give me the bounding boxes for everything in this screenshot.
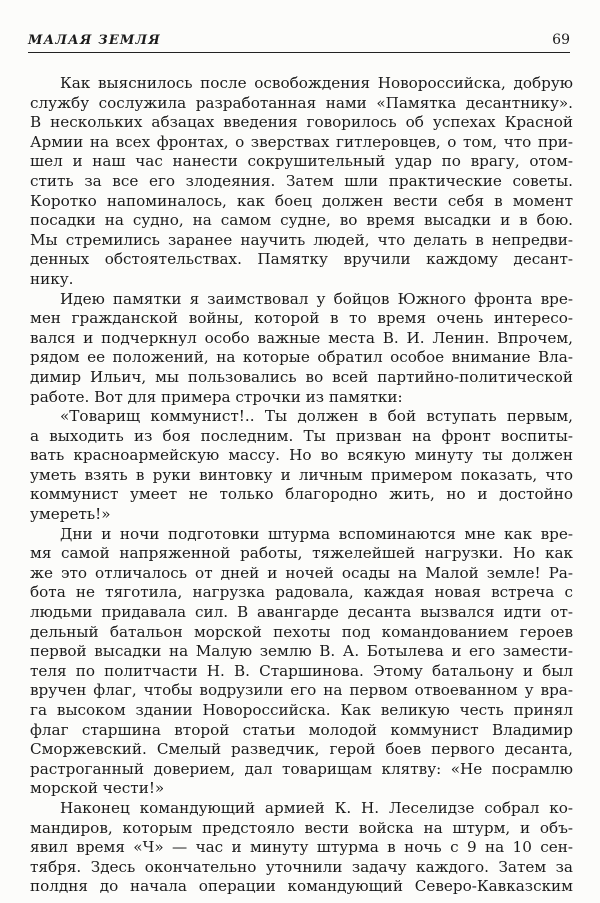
text-line: Сморжевский. Смелый разведчик, герой боев первого десанта, — [30, 740, 573, 759]
text-line: флаг старшина второй статьи молодой коммунист Владимир — [30, 720, 573, 739]
text-line: растроганный доверием, дал товарищам клятву: «Не посрамлю — [30, 759, 573, 778]
text-line: посадки на судно, на самом судне, во время высадки и в бою. — [30, 211, 573, 230]
text-line: же это отличалось от дней и ночей осады на Малой земле! Ра- — [30, 563, 573, 582]
text-line: Мы стремились заранее научить людей, что делать в непредви- — [30, 230, 573, 249]
text-line: тября. Здесь окончательно уточнили задачу каждого. Затем за — [30, 857, 573, 876]
text-line: явил время «Ч» — час и минуту штурма в ночь с 9 на 10 сен- — [30, 838, 573, 857]
text-line: полдня до начала операции командующий Северо-Кавказским — [30, 877, 573, 896]
text-line: людьми придавала сил. В авангарде десанта вызвался идти от- — [30, 603, 573, 622]
text-line: умереть!» — [30, 505, 111, 524]
running-title: МАЛАЯ ЗЕМЛЯ — [28, 33, 161, 48]
text-line: Наконец командующий армией К. Н. Леселидзе собрал ко- — [60, 798, 573, 817]
text-line: га высоком здании Новороссийска. Как великую честь принял — [30, 701, 573, 719]
text-line: бота не тяготила, нагрузка радовала, каждая новая встреча с — [30, 583, 573, 602]
text-line: уметь взять в руки винтовку и личным примером показать, что — [30, 465, 573, 484]
text-line: коммунист умеет не только благородно жить, но и достойно — [30, 485, 573, 504]
text-line: вался и подчеркнул особо важные места В. И. Ленин. Впрочем, — [30, 328, 573, 347]
text-line: шел и наш час нанести сокрушительный удар по врагу, отом- — [30, 152, 573, 171]
text-line: нику. — [30, 269, 74, 288]
body-text — [30, 74, 573, 897]
running-header — [28, 30, 570, 53]
text-line: вручен флаг, чтобы водрузили его на первом отвоеванном у вра- — [30, 681, 573, 700]
text-line: Как выяснилось после освобождения Новороссийска, добрую — [60, 74, 573, 92]
text-line: теля по политчасти Н. В. Старшинова. Этому батальону и был — [30, 661, 573, 680]
text-line: мандиров, которым предстояло вести войска на штурм, и объ- — [30, 818, 573, 837]
text-line: денных обстоятельствах. Памятку вручили каждому десант- — [30, 250, 573, 269]
text-line: работе. Вот для примера строчки из памятки: — [30, 387, 403, 406]
text-line: вать красноармейскую массу. Но во всякую минуту ты должен — [30, 446, 573, 465]
text-line: службу сослужила разработанная нами «Памятка десантнику». — [30, 93, 573, 112]
text-line: димир Ильич, мы пользовались во всей партийно-политической — [30, 367, 573, 386]
page-number: 69 — [552, 32, 570, 48]
text-line: мя самой напряженной работы, тяжелейшей нагрузки. Но как — [30, 544, 573, 563]
text-line: Дни и ночи подготовки штурма вспоминаются мне как вре- — [60, 524, 573, 543]
text-line: Коротко напоминалось, как боец должен вести себя в момент — [30, 191, 573, 210]
text-line: мен гражданской войны, которой в то время очень интересо- — [30, 309, 573, 328]
text-line: «Товарищ коммунист!.. Ты должен в бой вступать первым, — [60, 407, 573, 426]
text-line: Идею памятки я заимствовал у бойцов Южного фронта вре- — [60, 289, 573, 308]
text-line: а выходить из боя последним. Ты призван на фронт воспиты- — [30, 426, 573, 445]
text-line: морской чести!» — [30, 779, 165, 798]
text-line: В нескольких абзацах введения говорилось об успехах Красной — [30, 113, 573, 132]
text-line: дельный батальон морской пехоты под командованием героев — [30, 622, 573, 641]
text-line: первой высадки на Малую землю В. А. Ботылева и его замести- — [30, 642, 573, 661]
text-line: рядом ее положений, на которые обратил особое внимание Вла- — [30, 348, 573, 367]
text-line: стить за все его злодеяния. Затем шли практические советы. — [30, 171, 573, 190]
text-line: Армии на всех фронтах, о зверствах гитлеровцев, о том, что при- — [30, 132, 573, 151]
